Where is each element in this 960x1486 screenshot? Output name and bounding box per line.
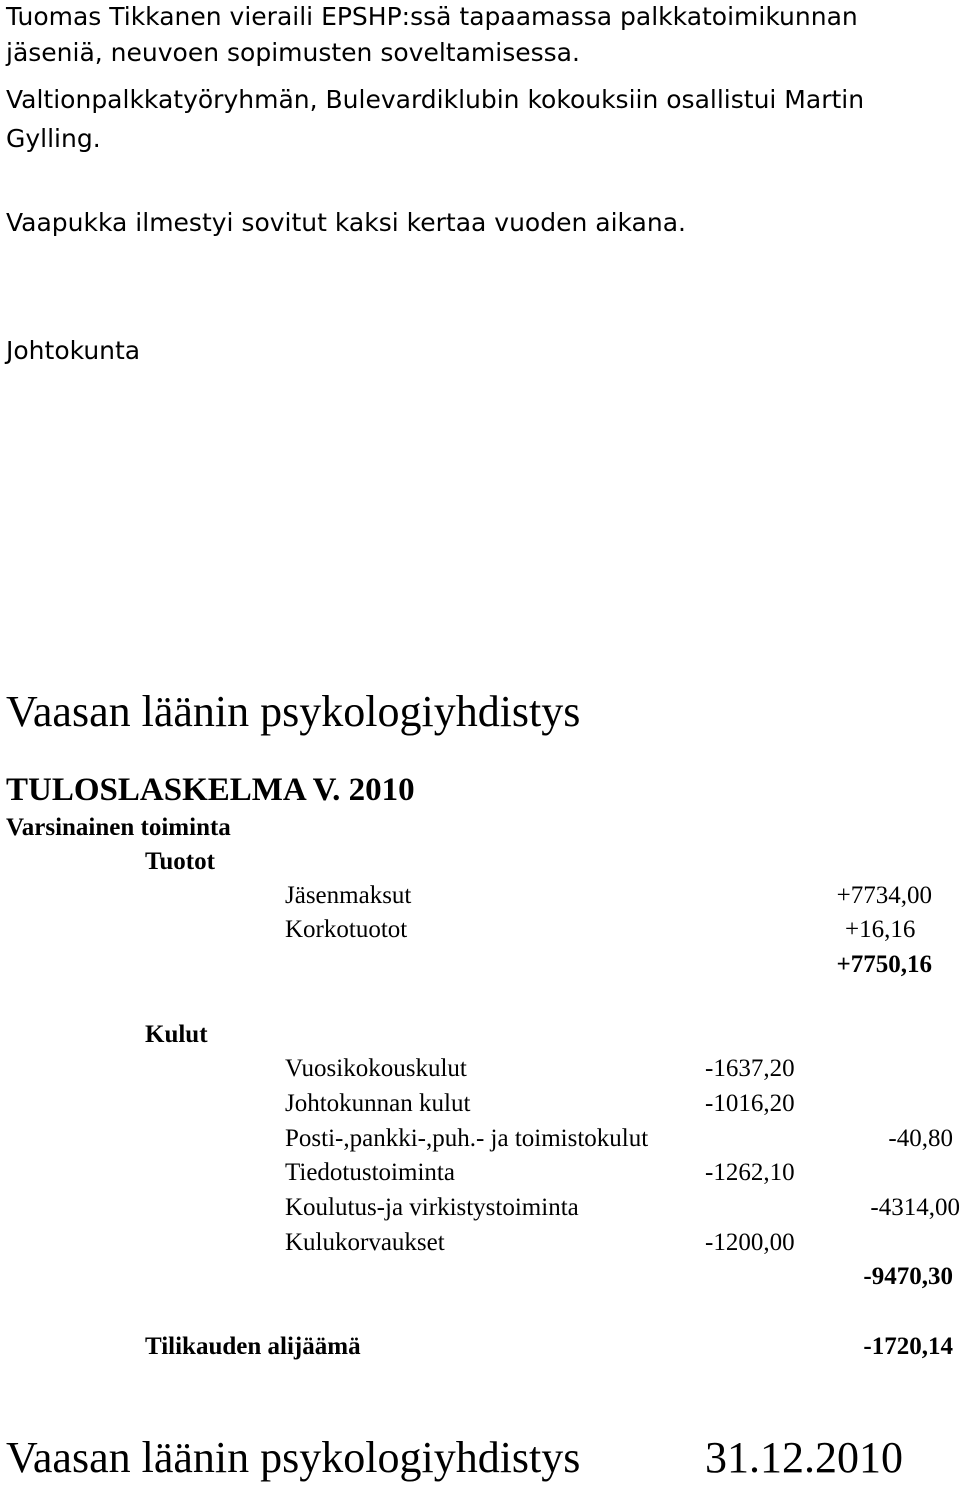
income-amount: +7734,00	[836, 882, 932, 909]
expense-label: Koulutus-ja virkistystoiminta	[285, 1194, 579, 1221]
board-heading: Johtokunta	[6, 336, 141, 365]
expense-label: Johtokunnan kulut	[285, 1090, 471, 1117]
expense-label: Kulukorvaukset	[285, 1229, 445, 1256]
expense-label: Posti-,pankki-,puh.- ja toimistokulut	[285, 1125, 649, 1152]
expense-label: Vuosikokouskulut	[285, 1055, 467, 1082]
expense-amount: -1200,00	[705, 1229, 795, 1256]
result-label: Tilikauden alijäämä	[145, 1333, 361, 1360]
income-label: Korkotuotot	[285, 916, 408, 943]
statement-title: TULOSLASKELMA V. 2010	[6, 772, 415, 808]
expense-amount: -1262,10	[705, 1159, 795, 1186]
income-heading: Tuotot	[145, 848, 215, 875]
expense-label: Tiedotustoiminta	[285, 1159, 455, 1186]
section-heading: Varsinainen toiminta	[6, 814, 231, 841]
expenses-total: -9470,30	[863, 1263, 953, 1290]
intro-line-5: Vaapukka ilmestyi sovitut kaksi kertaa vuoden aikana.	[6, 208, 686, 237]
result-amount: -1720,14	[863, 1333, 953, 1360]
expense-amount: -1016,20	[705, 1090, 795, 1117]
expense-amount: -40,80	[888, 1125, 953, 1152]
expenses-heading: Kulut	[145, 1021, 208, 1048]
expense-amount: -1637,20	[705, 1055, 795, 1082]
expense-amount: -4314,00	[870, 1194, 960, 1221]
intro-line-1: Tuomas Tikkanen vieraili EPSHP:ssä tapaamassa palkkatoimikunnan	[6, 2, 858, 31]
intro-line-2: jäseniä, neuvoen sopimusten soveltamisessa.	[6, 38, 580, 67]
intro-line-4: Gylling.	[6, 124, 101, 153]
footer-date: 31.12.2010	[705, 1433, 903, 1482]
org-title: Vaasan läänin psykologiyhdistys	[6, 687, 581, 736]
footer-org: Vaasan läänin psykologiyhdistys	[6, 1433, 581, 1482]
income-total: +7750,16	[836, 951, 932, 978]
income-label: Jäsenmaksut	[285, 882, 412, 909]
intro-line-3: Valtionpalkkatyöryhmän, Bulevardiklubin kokouksiin osallistui Martin	[6, 85, 865, 114]
income-amount: +16,16	[845, 916, 916, 943]
